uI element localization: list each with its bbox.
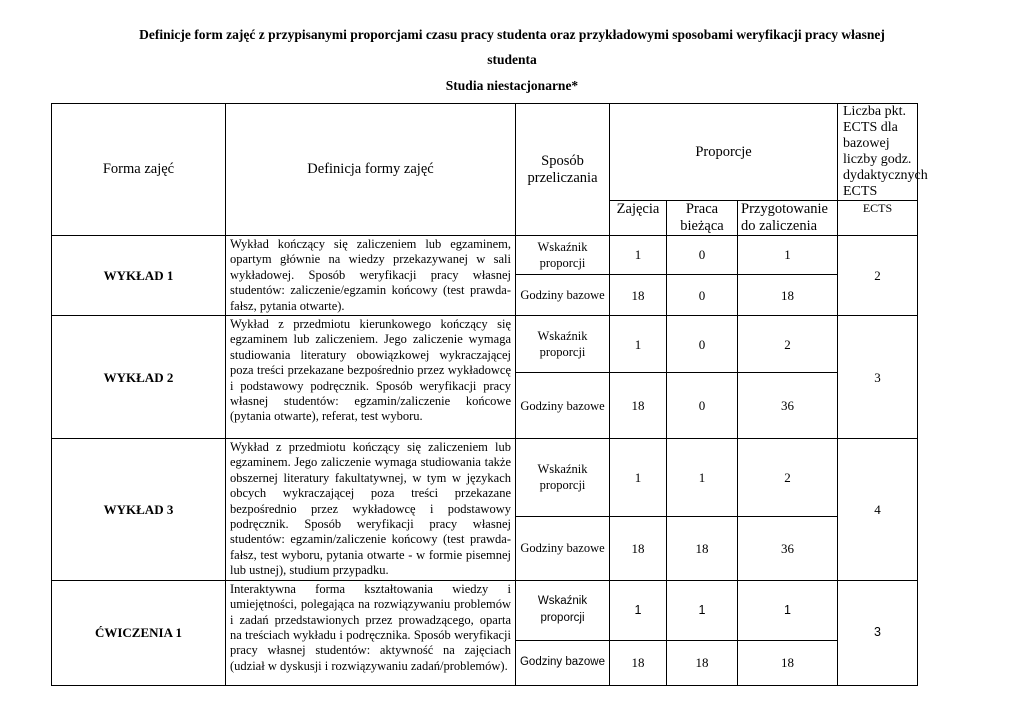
cell-zajecia: 1 [610, 316, 667, 373]
label-wskaznik: Wskaźnik proporcji [516, 236, 610, 275]
header-definicja: Definicja formy zajęć [226, 104, 516, 236]
cell-praca: 1 [667, 439, 738, 517]
label-godziny: Godziny bazowe [516, 373, 610, 439]
cell-praca: 18 [667, 516, 738, 580]
cell-praca: 0 [667, 236, 738, 275]
label-wskaznik: Wskaźnik proporcji [516, 316, 610, 373]
row-form: ĆWICZENIA 1 [52, 580, 226, 685]
label-wskaznik: Wskaźnik proporcji [516, 439, 610, 517]
cell-praca: 0 [667, 274, 738, 315]
row-form: WYKŁAD 3 [52, 439, 226, 581]
cell-praca: 0 [667, 373, 738, 439]
cell-zajecia: 1 [610, 580, 667, 640]
document-subtitle: Studia niestacjonarne* [445, 78, 579, 93]
cell-przygotowanie: 1 [738, 236, 838, 275]
label-wskaznik: Wskaźnik proporcji [516, 580, 610, 640]
cell-zajecia: 1 [610, 439, 667, 517]
cell-zajecia: 18 [610, 274, 667, 315]
cell-ects: 4 [838, 439, 918, 581]
cell-praca: 0 [667, 316, 738, 373]
label-godziny: Godziny bazowe [516, 274, 610, 315]
row-form: WYKŁAD 1 [52, 236, 226, 316]
document-title: Definicje form zajęć z przypisanymi proporcjami czasu pracy studenta oraz przykładowymi sposobami weryfikacji pracy własnej [139, 27, 885, 42]
cell-ects: 2 [838, 236, 918, 316]
row-definition: Wykład kończący się zaliczeniem lub egzaminem, opartym głównie na wiedzy przekazywanej w sali wykładowej. Sposób weryfikacji pracy własnej studentów: zaliczenie/egzamin końcowy (test prawda-fałsz, pytania otwarte). [226, 236, 516, 316]
cell-przygotowanie: 18 [738, 640, 838, 685]
cell-przygotowanie: 36 [738, 373, 838, 439]
cell-zajecia: 18 [610, 640, 667, 685]
cell-zajecia: 1 [610, 236, 667, 275]
cell-przygotowanie: 2 [738, 316, 838, 373]
header-proporcje: Proporcje [610, 104, 838, 201]
cell-przygotowanie: 36 [738, 516, 838, 580]
row-definition: Interaktywna forma kształtowania wiedzy i umiejętności, polegająca na rozwiązywaniu problemów i zadań przedstawionych przez prowadzącego, oparta na treściach wykładu i podręcznika. Sposób weryfikacji pracy własnej studentów: aktywność na zajęciach (udział w dyskusji i rozwiązywaniu zadań/problemów). [226, 580, 516, 685]
header-ects-title: Liczba pkt. ECTS dla bazowej liczby godz. dydaktycznych ECTS [838, 104, 918, 201]
cell-zajecia: 18 [610, 373, 667, 439]
cell-ects: 3 [838, 316, 918, 439]
header-przygotowanie: Przygotowanie do zaliczenia [738, 201, 838, 236]
cell-przygotowanie: 2 [738, 439, 838, 517]
cell-zajecia: 18 [610, 516, 667, 580]
header-zajecia: Zajęcia [610, 201, 667, 236]
row-form: WYKŁAD 2 [52, 316, 226, 439]
label-godziny: Godziny bazowe [516, 640, 610, 685]
row-definition: Wykład z przedmiotu kończący się zaliczeniem lub egzaminem. Jego zaliczenie wymaga studiowania także obszernej literatury fakultatywnej, w tym w językach obcych wykraczającej poza treści przekazane bezpośrednio przez wykładowcę i podstawowy podręcznik. Sposób weryfikacji pracy własnej studentów: egzamin/zaliczenie końcowy (test prawda-fałsz, test wyboru, pytania otwarte - w formie pisemnej lub ustnej), studium przypadku. [226, 439, 516, 581]
header-sposob: Sposób przeliczania [516, 104, 610, 236]
header-forma: Forma zajęć [52, 104, 226, 236]
cell-praca: 1 [667, 580, 738, 640]
forms-table [51, 103, 928, 686]
header-ects: ECTS [838, 201, 918, 236]
label-godziny: Godziny bazowe [516, 516, 610, 580]
row-definition: Wykład z przedmiotu kierunkowego kończący się egzaminem lub zaliczeniem. Jego zaliczenie wymaga studiowania literatury obowiązkowej wykraczającej poza treści przekazane bezpośrednio przez wykładowcę i podstawowy podręcznik. Sposób weryfikacji pracy własnej studentów: egzamin/zaliczenie końcowe (pytania otwarte), referat, test wyboru. [226, 316, 516, 439]
cell-praca: 18 [667, 640, 738, 685]
cell-przygotowanie: 18 [738, 274, 838, 315]
cell-ects: 3 [838, 580, 918, 685]
cell-przygotowanie: 1 [738, 580, 838, 640]
header-praca: Praca bieżąca [667, 201, 738, 236]
document-title-continued: studenta [487, 52, 537, 67]
